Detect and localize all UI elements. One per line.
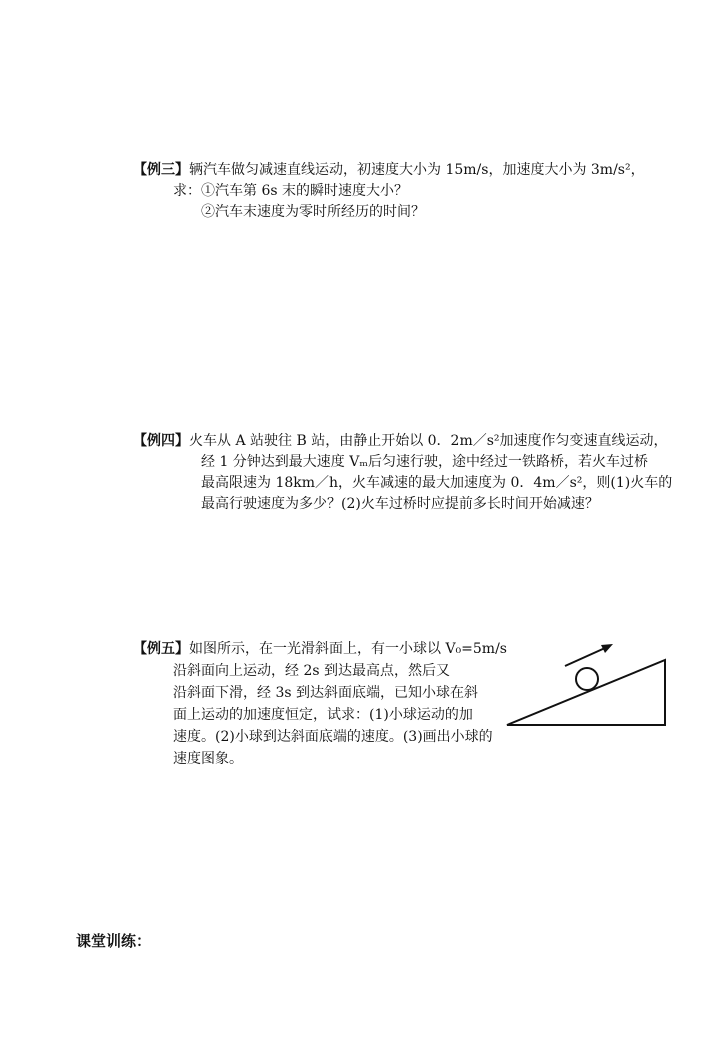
example-5-line-1 (133, 639, 507, 659)
example-3-tag: 【例三】 (133, 162, 189, 178)
example-5-line-4: 面上运动的加速度恒定，试求：(1)小球运动的加 (173, 707, 473, 723)
practice-heading: 课堂训练： (76, 932, 152, 950)
ball (576, 668, 598, 690)
example-3-text-1: 辆汽车做匀减速直线运动，初速度大小为 15m/s，加速度大小为 3m/s²， (189, 162, 645, 178)
example-4-line-4: 最高行驶速度为多少？(2)火车过桥时应提前多长时间开始减速？ (201, 496, 599, 512)
example-5-text-1: 如图所示，在一光滑斜面上，有一小球以 V₀=5m/s (189, 641, 507, 657)
incline-figure (505, 640, 695, 735)
example-4-line-2: 经 1 分钟达到最大速度 Vₘ后匀速行驶，途中经过一铁路桥，若火车过桥 (201, 454, 648, 470)
example-4-text-1: 火车从 A 站驶往 B 站，由静止开始以 0．2m／s²加速度作匀变速直线运动， (189, 433, 668, 449)
example-4-line-3: 最高限速为 18km／h，火车减速的最大加速度为 0．4m／s²，则(1)火车的 (201, 475, 673, 491)
example-4-tag: 【例四】 (133, 433, 189, 449)
example-5-line-5: 速度。(2)小球到达斜面底端的速度。(3)画出小球的 (173, 729, 493, 745)
example-3-line-3: ②汽车末速度为零时所经历的时间？ (201, 204, 425, 220)
example-5-line-3: 沿斜面下滑，经 3s 到达斜面底端，已知小球在斜 (173, 685, 478, 701)
example-5-line-6: 速度图象。 (173, 751, 243, 767)
example-3-line-2: 求：①汽车第 6s 末的瞬时速度大小？ (173, 183, 408, 199)
example-5-tag: 【例五】 (133, 641, 189, 657)
velocity-arrow-shaft (565, 648, 605, 666)
example-4-line-1 (133, 431, 668, 451)
example-3-line-1 (133, 160, 645, 180)
velocity-arrow-head (601, 644, 613, 653)
example-5-line-2: 沿斜面向上运动，经 2s 到达最高点，然后又 (173, 663, 450, 679)
